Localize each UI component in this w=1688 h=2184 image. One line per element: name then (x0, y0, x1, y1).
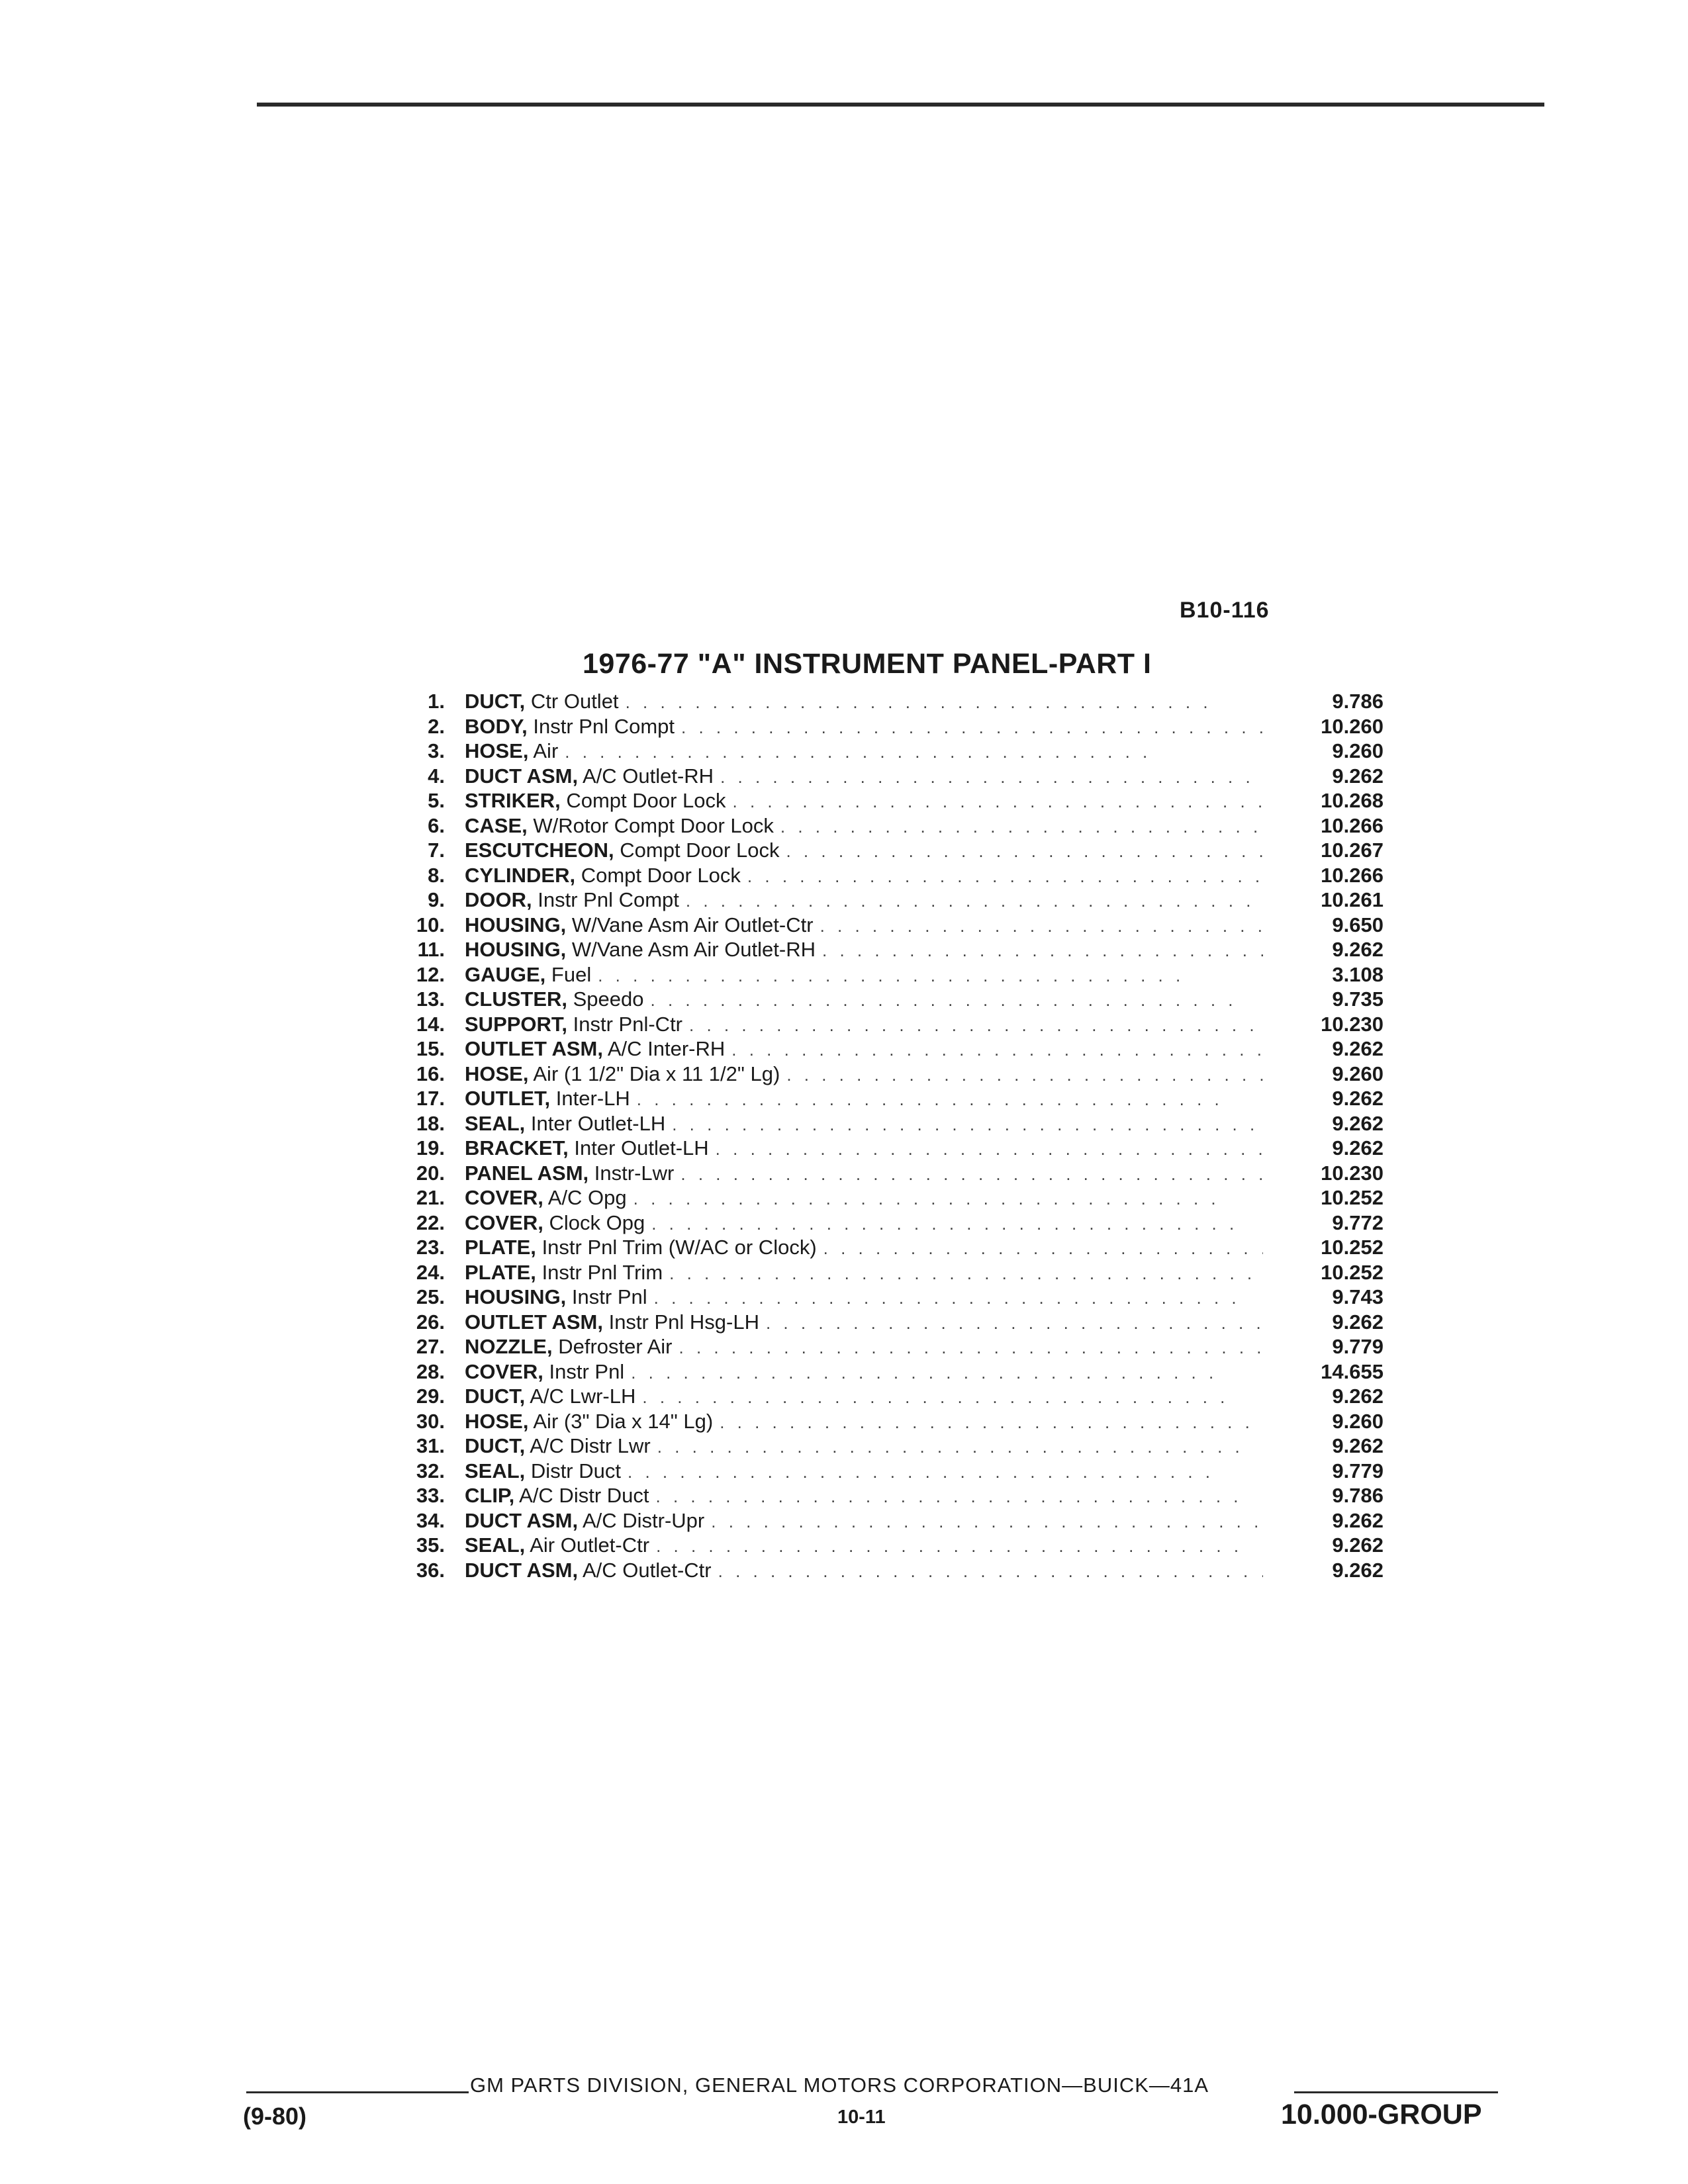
dot-leader (720, 765, 1263, 790)
part-group-number: 9.262 (1332, 1385, 1383, 1408)
part-number: 35. (416, 1533, 445, 1557)
list-item (397, 1210, 1383, 1236)
part-number: 20. (416, 1161, 445, 1185)
dot-leader (822, 938, 1263, 964)
part-description (465, 739, 558, 764)
part-description (465, 1310, 759, 1335)
part-detail: Instr Pnl Compt (538, 888, 679, 911)
part-group-number: 9.260 (1332, 739, 1383, 762)
list-item (397, 863, 1383, 888)
part-description (465, 1334, 673, 1359)
list-item (397, 764, 1383, 789)
part-detail: Compt Door Lock (581, 863, 741, 887)
part-description (465, 689, 619, 714)
dot-leader (716, 1137, 1263, 1162)
part-number: 23. (416, 1236, 445, 1259)
part-detail: Instr Pnl (549, 1359, 625, 1383)
part-number: 22. (416, 1210, 445, 1234)
part-group-number: 10.252 (1321, 1236, 1383, 1259)
part-description (465, 1533, 649, 1558)
part-detail: W/Vane Asm Air Outlet-Ctr (571, 913, 814, 936)
list-item (397, 1483, 1383, 1508)
list-item (397, 1161, 1383, 1186)
part-name: DUCT, (465, 690, 526, 713)
part-number: 7. (428, 839, 445, 862)
footer-group: 10.000-GROUP (1281, 2099, 1482, 2130)
part-number: 9. (428, 888, 445, 911)
part-detail: W/Vane Asm Air Outlet-RH (571, 938, 816, 961)
part-group-number: 10.266 (1321, 813, 1383, 837)
part-detail: Air (3" Dia x 14" Lg) (533, 1409, 714, 1433)
dot-leader (720, 1410, 1263, 1435)
part-name: PLATE, (465, 1260, 536, 1284)
list-item (397, 1111, 1383, 1136)
list-item (397, 1260, 1383, 1285)
part-group-number: 9.262 (1332, 764, 1383, 788)
list-item (397, 937, 1383, 962)
part-detail: A/C Inter-RH (607, 1037, 726, 1060)
dot-leader (679, 1336, 1263, 1361)
part-name: CYLINDER, (465, 863, 576, 887)
dot-leader (651, 1212, 1247, 1237)
part-name: COVER, (465, 1359, 543, 1383)
part-name: CLIP, (465, 1484, 515, 1507)
part-detail: Inter Outlet-LH (574, 1136, 709, 1160)
footer-publisher: GM PARTS DIVISION, GENERAL MOTORS CORPORATION—BUICK—41A (470, 2073, 1209, 2097)
part-name: COVER, (465, 1186, 543, 1209)
part-detail: Defroster Air (558, 1335, 673, 1358)
dot-leader (733, 790, 1263, 815)
part-name: DUCT ASM, (465, 1508, 579, 1532)
part-name: HOSE, (465, 739, 529, 762)
part-group-number: 10.252 (1321, 1186, 1383, 1209)
part-description (465, 1359, 624, 1385)
part-name: DUCT, (465, 1385, 526, 1408)
dot-leader (680, 1162, 1263, 1187)
part-description (465, 838, 779, 863)
list-item (397, 1533, 1383, 1558)
part-name: CASE, (465, 813, 528, 837)
part-group-number: 9.262 (1332, 938, 1383, 961)
part-description (465, 913, 814, 938)
part-group-number: 9.786 (1332, 1484, 1383, 1507)
part-number: 29. (416, 1385, 445, 1408)
part-group-number: 9.262 (1332, 1434, 1383, 1457)
part-description (465, 1161, 674, 1186)
dot-leader (626, 690, 1221, 715)
part-group-number: 9.262 (1332, 1111, 1383, 1135)
part-group-number: 9.650 (1332, 913, 1383, 936)
part-detail: Air (1 1/2" Dia x 11 1/2" Lg) (533, 1062, 780, 1085)
part-description (465, 1260, 663, 1285)
part-group-number: 9.779 (1332, 1335, 1383, 1358)
dot-leader (651, 988, 1246, 1013)
part-description (465, 1433, 651, 1459)
part-detail: A/C Opg (547, 1186, 627, 1209)
part-number: 16. (416, 1062, 445, 1085)
part-name: HOSE, (465, 1409, 529, 1433)
part-name: BRACKET, (465, 1136, 569, 1160)
part-description (465, 1185, 627, 1210)
dot-leader (718, 1559, 1263, 1584)
part-name: ESCUTCHEON, (465, 839, 614, 862)
part-group-number: 9.735 (1332, 987, 1383, 1011)
part-description (465, 1409, 713, 1434)
list-item (397, 962, 1383, 987)
part-description (465, 788, 726, 813)
part-detail: A/C Distr Lwr (530, 1434, 651, 1457)
part-number: 21. (416, 1186, 445, 1209)
list-item (397, 739, 1383, 764)
part-name: OUTLET ASM, (465, 1310, 603, 1334)
dot-leader (656, 1484, 1252, 1510)
part-name: NOZZLE, (465, 1335, 553, 1358)
part-detail: Ctr Outlet (530, 690, 619, 713)
part-description (465, 887, 679, 913)
dot-leader (786, 1063, 1263, 1088)
part-detail: Inter Outlet-LH (530, 1111, 666, 1135)
dot-leader (654, 1286, 1250, 1311)
list-item (397, 1235, 1383, 1260)
part-detail: Instr-Lwr (594, 1161, 675, 1185)
footer-rule-left (246, 2091, 469, 2093)
part-description (465, 764, 714, 789)
list-item (397, 1459, 1383, 1484)
list-item (397, 913, 1383, 938)
part-group-number: 9.743 (1332, 1285, 1383, 1308)
part-name: HOSE, (465, 1062, 529, 1085)
dot-leader (642, 1385, 1238, 1410)
part-number: 12. (416, 962, 445, 986)
list-item (397, 1359, 1383, 1385)
list-item (397, 788, 1383, 813)
part-name: SEAL, (465, 1533, 526, 1557)
part-detail: Compt Door Lock (620, 839, 780, 862)
part-group-number: 9.779 (1332, 1459, 1383, 1482)
part-number: 6. (428, 813, 445, 837)
part-number: 27. (416, 1335, 445, 1358)
part-group-number: 9.262 (1332, 1136, 1383, 1160)
part-name: BODY, (465, 714, 528, 738)
dot-leader (633, 1187, 1229, 1212)
part-number: 32. (416, 1459, 445, 1482)
part-name: HOUSING, (465, 1285, 567, 1308)
part-name: HOUSING, (465, 913, 567, 936)
part-group-number: 10.266 (1321, 863, 1383, 887)
top-rule (257, 103, 1544, 107)
part-detail: Instr Pnl Hsg-LH (608, 1310, 759, 1334)
footer-rule-right (1294, 2091, 1498, 2093)
part-description (465, 1036, 725, 1062)
part-number: 14. (416, 1012, 445, 1036)
part-number: 30. (416, 1409, 445, 1433)
part-number: 24. (416, 1260, 445, 1284)
part-description (465, 1012, 682, 1037)
part-number: 33. (416, 1484, 445, 1507)
part-description (465, 1111, 665, 1136)
dot-leader (656, 1534, 1252, 1559)
dot-leader (672, 1113, 1263, 1138)
part-group-number: 10.230 (1321, 1012, 1383, 1036)
dot-leader (598, 964, 1194, 989)
part-detail: A/C Lwr-LH (530, 1385, 636, 1408)
page-title: 1976-77 "A" INSTRUMENT PANEL-PART I (583, 648, 1152, 680)
part-detail: Distr Duct (530, 1459, 621, 1482)
part-name: PANEL ASM, (465, 1161, 589, 1185)
part-name: STRIKER, (465, 789, 561, 812)
part-detail: A/C Distr Duct (519, 1484, 649, 1507)
part-group-number: 10.252 (1321, 1260, 1383, 1284)
part-description (465, 937, 816, 962)
dot-leader (689, 1013, 1263, 1038)
part-group-number: 10.261 (1321, 888, 1383, 911)
part-group-number: 14.655 (1321, 1359, 1383, 1383)
part-detail: Instr Pnl Trim (W/AC or Clock) (541, 1236, 817, 1259)
dot-leader (686, 889, 1263, 914)
list-item (397, 1285, 1383, 1310)
list-item (397, 714, 1383, 739)
part-group-number: 9.260 (1332, 1409, 1383, 1433)
list-item (397, 813, 1383, 839)
part-description (465, 1558, 712, 1583)
part-detail: Instr Pnl (571, 1285, 647, 1308)
part-group-number: 9.262 (1332, 1558, 1383, 1582)
part-number: 26. (416, 1310, 445, 1334)
part-detail: Instr Pnl Compt (533, 714, 675, 738)
dot-leader (823, 1236, 1263, 1261)
dot-leader (747, 864, 1263, 889)
part-name: DOOR, (465, 888, 532, 911)
part-name: SEAL, (465, 1111, 526, 1135)
part-description (465, 1235, 817, 1260)
part-group-number: 9.262 (1332, 1037, 1383, 1060)
part-description (465, 863, 741, 888)
dot-leader (820, 914, 1263, 939)
list-item (397, 1062, 1383, 1087)
part-name: GAUGE, (465, 962, 546, 986)
part-detail: Air (533, 739, 559, 762)
part-name: CLUSTER, (465, 987, 567, 1011)
dot-leader (628, 1460, 1223, 1485)
part-description (465, 1062, 780, 1087)
part-name: SUPPORT, (465, 1012, 568, 1036)
part-group-number: 9.262 (1332, 1508, 1383, 1532)
part-group-number: 9.262 (1332, 1087, 1383, 1110)
part-number: 4. (428, 764, 445, 788)
part-detail: A/C Distr-Upr (582, 1508, 705, 1532)
list-item (397, 1086, 1383, 1111)
part-number: 2. (428, 714, 445, 738)
part-description (465, 813, 774, 839)
part-number: 5. (428, 789, 445, 812)
dot-leader (731, 1038, 1263, 1063)
figure-reference-code: B10-116 (1180, 598, 1270, 623)
dot-leader (786, 839, 1263, 864)
part-group-number: 10.260 (1321, 714, 1383, 738)
parts-list (397, 689, 1383, 1582)
part-number: 31. (416, 1434, 445, 1457)
part-description (465, 987, 644, 1012)
dot-leader (780, 815, 1263, 840)
part-number: 25. (416, 1285, 445, 1308)
dot-leader (766, 1311, 1263, 1336)
part-description (465, 1136, 709, 1161)
part-description (465, 1086, 630, 1111)
part-number: 28. (416, 1359, 445, 1383)
part-number: 15. (416, 1037, 445, 1060)
part-description (465, 1285, 647, 1310)
part-group-number: 9.260 (1332, 1062, 1383, 1085)
dot-leader (711, 1510, 1263, 1535)
part-number: 36. (416, 1558, 445, 1582)
part-number: 11. (417, 938, 445, 961)
part-detail: A/C Outlet-Ctr (582, 1558, 712, 1582)
list-item (397, 887, 1383, 913)
part-description (465, 1483, 649, 1508)
part-number: 3. (428, 739, 445, 762)
part-description (465, 962, 591, 987)
part-description (465, 1459, 621, 1484)
part-name: OUTLET, (465, 1087, 551, 1110)
part-detail: Instr Pnl-Ctr (573, 1012, 683, 1036)
part-group-number: 9.262 (1332, 1533, 1383, 1557)
part-name: DUCT, (465, 1434, 526, 1457)
part-name: HOUSING, (465, 938, 567, 961)
part-detail: W/Rotor Compt Door Lock (533, 813, 774, 837)
footer-page-number: 10-11 (837, 2107, 886, 2128)
part-description (465, 714, 675, 739)
list-item (397, 838, 1383, 863)
part-name: SEAL, (465, 1459, 526, 1482)
list-item (397, 987, 1383, 1012)
part-number: 1. (428, 690, 445, 713)
dot-leader (565, 740, 1160, 765)
part-description (465, 1508, 704, 1533)
part-name: COVER, (465, 1210, 543, 1234)
part-name: PLATE, (465, 1236, 536, 1259)
list-item (397, 1384, 1383, 1409)
dot-leader (631, 1361, 1227, 1386)
list-item (397, 1036, 1383, 1062)
list-item (397, 1508, 1383, 1533)
part-detail: Air Outlet-Ctr (530, 1533, 650, 1557)
part-detail: Inter-LH (555, 1087, 630, 1110)
part-number: 8. (428, 863, 445, 887)
dot-leader (657, 1435, 1253, 1460)
list-item (397, 1433, 1383, 1459)
part-name: DUCT ASM, (465, 764, 579, 788)
part-detail: Instr Pnl Trim (541, 1260, 663, 1284)
part-number: 10. (416, 913, 445, 936)
dot-leader (637, 1087, 1233, 1113)
part-name: DUCT ASM, (465, 1558, 579, 1582)
part-group-number: 9.262 (1332, 1310, 1383, 1334)
list-item (397, 689, 1383, 714)
part-number: 19. (416, 1136, 445, 1160)
dot-leader (669, 1261, 1263, 1287)
part-number: 34. (416, 1508, 445, 1532)
footer-date: (9-80) (243, 2103, 307, 2130)
list-item (397, 1012, 1383, 1037)
part-description (465, 1384, 635, 1409)
list-item (397, 1409, 1383, 1434)
part-number: 17. (416, 1087, 445, 1110)
list-item (397, 1310, 1383, 1335)
list-item (397, 1185, 1383, 1210)
part-name: OUTLET ASM, (465, 1037, 603, 1060)
part-detail: Fuel (551, 962, 592, 986)
list-item (397, 1136, 1383, 1161)
part-group-number: 10.230 (1321, 1161, 1383, 1185)
part-number: 13. (416, 987, 445, 1011)
part-detail: Speedo (573, 987, 644, 1011)
part-group-number: 10.268 (1321, 789, 1383, 812)
part-detail: Clock Opg (549, 1210, 645, 1234)
part-group-number: 3.108 (1332, 962, 1383, 986)
part-group-number: 10.267 (1321, 839, 1383, 862)
list-item (397, 1334, 1383, 1359)
part-group-number: 9.772 (1332, 1210, 1383, 1234)
list-item (397, 1558, 1383, 1583)
part-detail: Compt Door Lock (566, 789, 726, 812)
part-description (465, 1210, 645, 1236)
part-detail: A/C Outlet-RH (582, 764, 714, 788)
part-group-number: 9.786 (1332, 690, 1383, 713)
dot-leader (681, 715, 1263, 741)
part-number: 18. (416, 1111, 445, 1135)
